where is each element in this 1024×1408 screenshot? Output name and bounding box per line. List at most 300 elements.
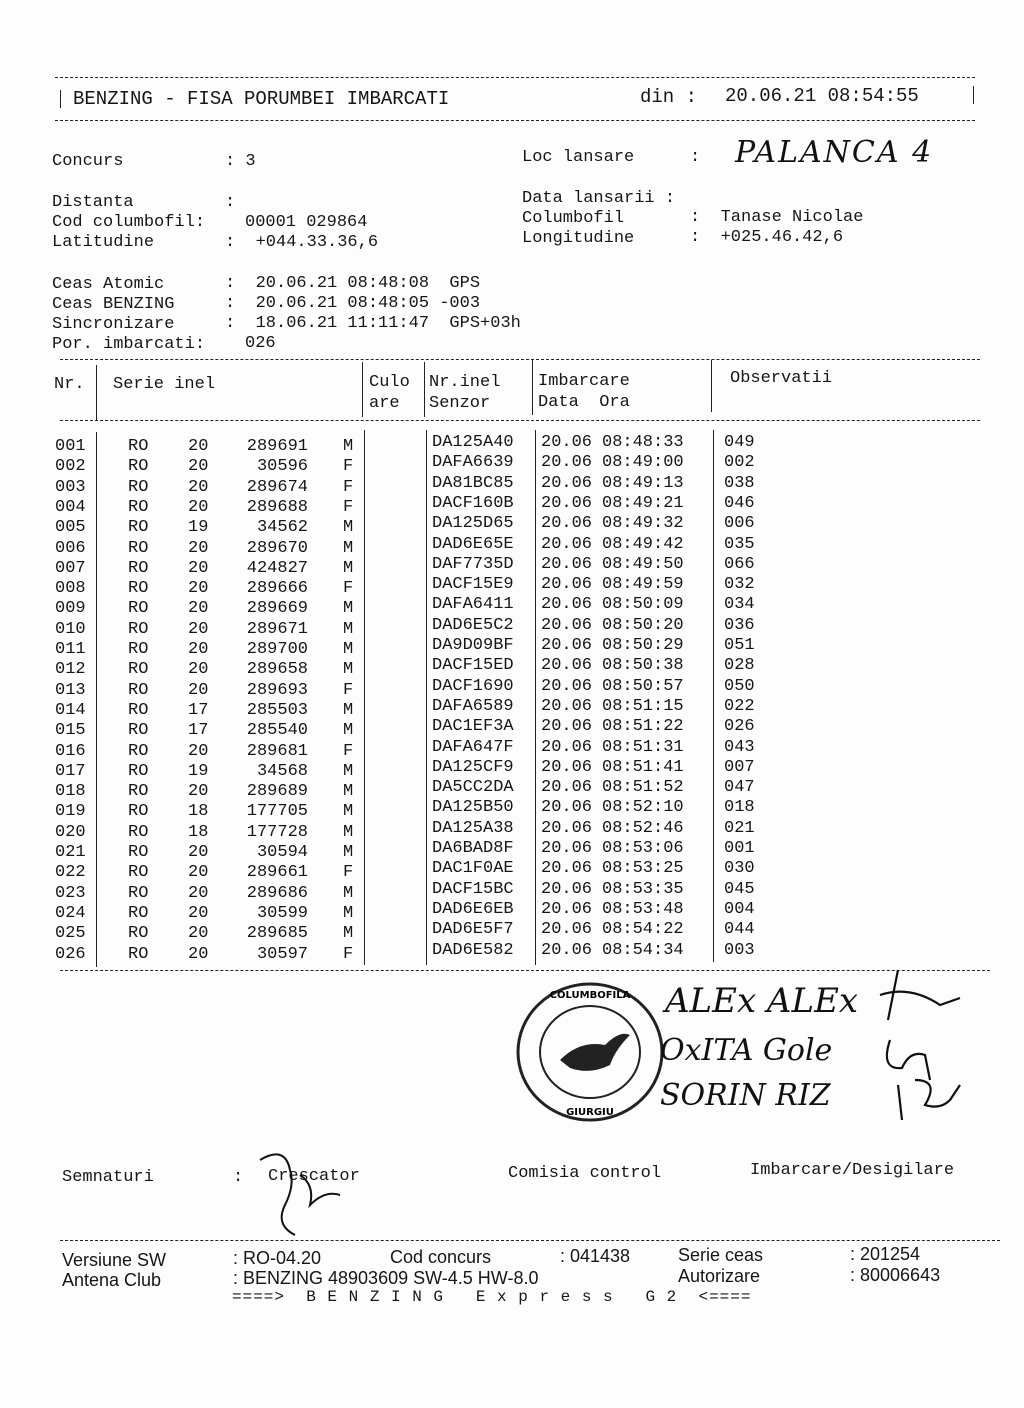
cell-ring-number: 289689 bbox=[246, 782, 308, 802]
table-top-rule bbox=[60, 359, 980, 360]
cell-ring-number: 177728 bbox=[246, 822, 308, 842]
col-header-culoare-2: are bbox=[369, 394, 400, 413]
cell-sensor-ring: DA125A38 bbox=[432, 818, 514, 838]
cell-sex: F bbox=[343, 944, 354, 964]
cell-ring-number: 289686 bbox=[246, 883, 308, 903]
cell-country: RO bbox=[128, 802, 149, 822]
cell-sensor-ring: DAFA6589 bbox=[432, 696, 514, 716]
semnaturi-label: Semnaturi bbox=[62, 1168, 154, 1187]
cell-date: 20.06 bbox=[541, 656, 593, 676]
benzing-express-banner: ====> B E N Z I N G E x p r e s s G 2 <==== bbox=[232, 1288, 752, 1306]
cell-year: 18 bbox=[188, 802, 209, 822]
din-label: din : bbox=[640, 86, 698, 108]
cell-year: 20 bbox=[188, 579, 209, 599]
cell-observatii: 036 bbox=[724, 615, 755, 635]
cell-year: 19 bbox=[188, 761, 209, 781]
cell-date: 20.06 bbox=[541, 696, 593, 716]
concurs-value: : 3 bbox=[225, 152, 256, 171]
cell-sex: M bbox=[343, 822, 354, 842]
cell-nr: 025 bbox=[55, 924, 86, 944]
loc-lansare-sep: : bbox=[690, 148, 701, 167]
cell-observatii: 044 bbox=[724, 920, 755, 940]
cell-nr: 026 bbox=[55, 944, 86, 964]
cell-sex: F bbox=[343, 680, 354, 700]
header-right-border bbox=[973, 86, 974, 104]
cell-date: 20.06 bbox=[541, 636, 593, 655]
cell-date: 20.06 bbox=[541, 433, 593, 452]
cell-country: RO bbox=[128, 843, 149, 862]
antena-club-label: Antena Club bbox=[62, 1270, 162, 1290]
cell-sex: M bbox=[343, 802, 354, 822]
cell-date: 20.06 bbox=[541, 737, 593, 757]
cell-observatii: 050 bbox=[724, 676, 755, 696]
sincronizare-label: Sincronizare bbox=[52, 315, 175, 334]
svg-text:COLUMBOFILA: COLUMBOFILA bbox=[549, 990, 631, 1001]
svg-text:GIURGIU: GIURGIU bbox=[566, 1107, 614, 1118]
cell-ring-number: 285503 bbox=[246, 700, 308, 720]
footer-rule bbox=[60, 1240, 1000, 1241]
serie-ceas-value: : 201254 bbox=[850, 1244, 921, 1264]
cell-country: RO bbox=[128, 619, 149, 639]
cell-country: RO bbox=[128, 700, 149, 720]
cell-country: RO bbox=[128, 518, 149, 538]
concurs-label: Concurs bbox=[52, 152, 124, 171]
cod-concurs-value: : 041438 bbox=[560, 1246, 631, 1266]
cell-country: RO bbox=[128, 782, 149, 802]
latitudine-label: Latitudine bbox=[52, 233, 155, 252]
cell-date: 20.06 bbox=[541, 798, 593, 818]
cell-sex: F bbox=[343, 863, 354, 883]
cell-year: 20 bbox=[188, 538, 209, 558]
cell-year: 20 bbox=[188, 741, 209, 761]
cell-year: 20 bbox=[188, 843, 209, 862]
cell-observatii: 001 bbox=[724, 839, 755, 858]
cell-nr: 022 bbox=[55, 863, 86, 883]
cell-sex: M bbox=[343, 619, 354, 639]
cell-year: 20 bbox=[188, 619, 209, 639]
header-col-divider bbox=[532, 360, 533, 415]
cod-concurs-label: Cod concurs bbox=[390, 1247, 492, 1267]
porumbei-imbarcati-label: Por. imbarcati: bbox=[52, 335, 206, 354]
cell-date: 20.06 bbox=[541, 940, 593, 960]
cell-nr: 020 bbox=[55, 822, 86, 842]
cell-country: RO bbox=[128, 741, 149, 761]
cell-nr: 009 bbox=[55, 599, 86, 619]
cell-date: 20.06 bbox=[541, 818, 593, 838]
cell-sensor-ring: DAC1EF3A bbox=[432, 717, 514, 737]
cell-date: 20.06 bbox=[541, 839, 593, 858]
cell-nr: 012 bbox=[55, 660, 86, 680]
loc-lansare-label: Loc lansare bbox=[522, 148, 635, 167]
cell-date: 20.06 bbox=[541, 534, 593, 554]
body-col-divider bbox=[535, 430, 536, 965]
col-header-senzor: Senzor bbox=[429, 394, 491, 413]
ceas-atomic-value: : 20.06.21 08:48:08 GPS bbox=[225, 274, 481, 293]
cell-sex: M bbox=[343, 518, 354, 538]
cell-sex: M bbox=[343, 721, 354, 741]
cell-year: 20 bbox=[188, 863, 209, 883]
cell-sensor-ring: DA6BAD8F bbox=[432, 839, 514, 858]
cell-nr: 007 bbox=[55, 558, 86, 578]
longitudine-value: : +025.46.42,6 bbox=[690, 228, 844, 247]
cell-observatii: 030 bbox=[724, 859, 755, 879]
cell-country: RO bbox=[128, 640, 149, 659]
cell-date: 20.06 bbox=[541, 514, 593, 534]
cell-date: 20.06 bbox=[541, 717, 593, 737]
cell-time: 08:53:06 bbox=[602, 839, 684, 858]
cell-observatii: 049 bbox=[724, 433, 755, 452]
cell-time: 08:49:50 bbox=[602, 554, 684, 574]
cell-observatii: 003 bbox=[724, 940, 755, 960]
comisia-control-label: Comisia control bbox=[508, 1164, 662, 1183]
cell-observatii: 047 bbox=[724, 778, 755, 798]
cell-observatii: 021 bbox=[724, 818, 755, 838]
cell-year: 20 bbox=[188, 660, 209, 680]
cell-time: 08:51:31 bbox=[602, 737, 684, 757]
cell-time: 08:50:57 bbox=[602, 676, 684, 696]
porumbei-imbarcati-value: 026 bbox=[245, 334, 276, 353]
header-top-rule bbox=[55, 77, 975, 78]
cod-columbofil-value: 00001 029864 bbox=[245, 213, 368, 232]
cell-year: 20 bbox=[188, 599, 209, 619]
cell-observatii: 066 bbox=[724, 554, 755, 574]
svg-text:OxITA Gole: OxITA Gole bbox=[660, 1033, 833, 1068]
cell-year: 20 bbox=[188, 680, 209, 700]
cell-date: 20.06 bbox=[541, 453, 593, 473]
cell-ring-number: 289658 bbox=[246, 660, 308, 680]
cell-year: 20 bbox=[188, 437, 209, 456]
cell-observatii: 002 bbox=[724, 453, 755, 473]
serie-ceas-label: Serie ceas bbox=[678, 1245, 764, 1265]
autorizare-value: : 80006643 bbox=[850, 1265, 941, 1285]
cell-year: 17 bbox=[188, 700, 209, 720]
cell-year: 20 bbox=[188, 883, 209, 903]
cell-nr: 015 bbox=[55, 721, 86, 741]
cell-ring-number: 30594 bbox=[256, 843, 308, 862]
cell-country: RO bbox=[128, 497, 149, 517]
cell-country: RO bbox=[128, 437, 149, 456]
sincronizare-value: : 18.06.21 11:11:47 GPS+03h bbox=[225, 314, 521, 333]
cell-ring-number: 289671 bbox=[246, 619, 308, 639]
header-col-divider bbox=[362, 362, 363, 417]
cell-nr: 011 bbox=[55, 640, 86, 659]
header-col-divider bbox=[96, 365, 97, 420]
cell-sensor-ring: DAC1F0AE bbox=[432, 859, 514, 879]
cell-ring-number: 289669 bbox=[246, 599, 308, 619]
columbofil-value: : Tanase Nicolae bbox=[690, 208, 864, 227]
cell-nr: 004 bbox=[55, 497, 86, 517]
cell-year: 20 bbox=[188, 640, 209, 659]
cell-ring-number: 289670 bbox=[246, 538, 308, 558]
cell-date: 20.06 bbox=[541, 676, 593, 696]
cell-ring-number: 177705 bbox=[246, 802, 308, 822]
cell-sensor-ring: DA125D65 bbox=[432, 514, 514, 534]
cell-time: 08:49:42 bbox=[602, 534, 684, 554]
cell-nr: 023 bbox=[55, 883, 86, 903]
handwritten-signatures bbox=[640, 960, 980, 1130]
cell-sex: M bbox=[343, 843, 354, 862]
cell-country: RO bbox=[128, 903, 149, 923]
cell-date: 20.06 bbox=[541, 859, 593, 879]
cell-ring-number: 289685 bbox=[246, 924, 308, 944]
cell-sensor-ring: DA5CC2DA bbox=[432, 778, 514, 798]
body-col-divider bbox=[96, 432, 97, 967]
cell-ring-number: 30597 bbox=[256, 944, 308, 964]
cell-observatii: 028 bbox=[724, 656, 755, 676]
cell-sex: M bbox=[343, 924, 354, 944]
cell-observatii: 007 bbox=[724, 757, 755, 777]
cell-nr: 005 bbox=[55, 518, 86, 538]
cell-sex: M bbox=[343, 640, 354, 659]
cell-observatii: 046 bbox=[724, 493, 755, 513]
col-header-serie-inel: Serie inel bbox=[113, 375, 216, 394]
cell-time: 08:50:29 bbox=[602, 636, 684, 655]
col-header-data-ora: Data Ora bbox=[538, 393, 630, 412]
cell-country: RO bbox=[128, 924, 149, 944]
cell-observatii: 045 bbox=[724, 879, 755, 899]
cell-date: 20.06 bbox=[541, 757, 593, 777]
cell-sensor-ring: DACF160B bbox=[432, 493, 514, 513]
table-header-rule bbox=[60, 420, 980, 421]
header-col-divider bbox=[711, 360, 712, 412]
cell-ring-number: 34568 bbox=[256, 761, 308, 781]
cell-year: 20 bbox=[188, 497, 209, 517]
versiune-sw-value: : RO-04.20 bbox=[233, 1248, 322, 1268]
cell-year: 20 bbox=[188, 944, 209, 964]
cell-date: 20.06 bbox=[541, 493, 593, 513]
crescator-label: Crescator bbox=[268, 1167, 360, 1186]
cell-nr: 003 bbox=[55, 477, 86, 497]
cell-country: RO bbox=[128, 538, 149, 558]
cell-sex: F bbox=[343, 457, 354, 477]
distanta-value: : bbox=[225, 193, 236, 212]
antena-club-value: : BENZING 48903609 SW-4.5 HW-8.0 bbox=[233, 1268, 539, 1288]
cell-ring-number: 285540 bbox=[246, 721, 308, 741]
cell-nr: 008 bbox=[55, 579, 86, 599]
cell-observatii: 022 bbox=[724, 696, 755, 716]
cell-country: RO bbox=[128, 863, 149, 883]
cell-country: RO bbox=[128, 883, 149, 903]
cell-nr: 019 bbox=[55, 802, 86, 822]
cell-date: 20.06 bbox=[541, 920, 593, 940]
col-header-imbarcare: Imbarcare bbox=[538, 372, 630, 391]
cell-time: 08:48:33 bbox=[602, 433, 684, 452]
cell-ring-number: 289674 bbox=[246, 477, 308, 497]
cell-observatii: 051 bbox=[724, 636, 755, 655]
cell-time: 08:51:41 bbox=[602, 757, 684, 777]
cell-sex: M bbox=[343, 782, 354, 802]
cell-observatii: 004 bbox=[724, 899, 755, 919]
cell-observatii: 032 bbox=[724, 575, 755, 595]
cell-sensor-ring: DA9D09BF bbox=[432, 636, 514, 655]
cell-sensor-ring: DA125A40 bbox=[432, 433, 514, 452]
col-header-culoare-1: Culo bbox=[369, 373, 410, 392]
cell-sensor-ring: DAD6E65E bbox=[432, 534, 514, 554]
ceas-benzing-label: Ceas BENZING bbox=[52, 295, 175, 314]
cell-time: 08:51:15 bbox=[602, 696, 684, 716]
cell-sex: M bbox=[343, 660, 354, 680]
columbofil-label: Columbofil bbox=[522, 209, 625, 228]
cell-sex: M bbox=[343, 883, 354, 903]
crescator-signature bbox=[255, 1145, 365, 1245]
cell-time: 08:51:52 bbox=[602, 778, 684, 798]
cell-year: 20 bbox=[188, 924, 209, 944]
cell-time: 08:53:48 bbox=[602, 899, 684, 919]
cell-sensor-ring: DAD6E6EB bbox=[432, 899, 514, 919]
ceas-benzing-value: : 20.06.21 08:48:05 -003 bbox=[225, 294, 481, 313]
cell-date: 20.06 bbox=[541, 554, 593, 574]
cell-nr: 018 bbox=[55, 782, 86, 802]
cell-country: RO bbox=[128, 680, 149, 700]
cell-observatii: 035 bbox=[724, 534, 755, 554]
cell-sensor-ring: DAFA647F bbox=[432, 737, 514, 757]
cell-time: 08:54:22 bbox=[602, 920, 684, 940]
col-header-nr: Nr. bbox=[54, 375, 85, 394]
din-value: 20.06.21 08:54:55 bbox=[725, 85, 919, 107]
data-lansarii-label: Data lansarii : bbox=[522, 189, 676, 208]
distanta-label: Distanta bbox=[52, 193, 134, 212]
cell-sex: F bbox=[343, 579, 354, 599]
cell-date: 20.06 bbox=[541, 595, 593, 615]
autorizare-label: Autorizare bbox=[678, 1266, 761, 1286]
cell-sex: M bbox=[343, 558, 354, 578]
cell-sex: F bbox=[343, 741, 354, 761]
document-title: BENZING - FISA PORUMBEI IMBARCATI bbox=[73, 88, 450, 110]
cell-date: 20.06 bbox=[541, 575, 593, 595]
header-bottom-rule bbox=[55, 120, 975, 121]
cell-nr: 013 bbox=[55, 680, 86, 700]
cell-country: RO bbox=[128, 944, 149, 964]
cod-columbofil-label: Cod columbofil: bbox=[52, 213, 206, 232]
cell-time: 08:52:10 bbox=[602, 798, 684, 818]
cell-time: 08:49:21 bbox=[602, 493, 684, 513]
cell-sex: F bbox=[343, 477, 354, 497]
cell-time: 08:53:35 bbox=[602, 879, 684, 899]
header-left-border bbox=[60, 90, 61, 108]
cell-sex: M bbox=[343, 903, 354, 923]
cell-year: 20 bbox=[188, 782, 209, 802]
cell-date: 20.06 bbox=[541, 899, 593, 919]
cell-observatii: 026 bbox=[724, 717, 755, 737]
cell-time: 08:50:09 bbox=[602, 595, 684, 615]
cell-observatii: 006 bbox=[724, 514, 755, 534]
imbarcare-desigilare-label: Imbarcare/Desigilare bbox=[750, 1161, 955, 1180]
body-col-divider bbox=[364, 430, 365, 965]
cell-ring-number: 289693 bbox=[246, 680, 308, 700]
cell-sensor-ring: DA125CF9 bbox=[432, 757, 514, 777]
cell-sex: M bbox=[343, 538, 354, 558]
cell-year: 17 bbox=[188, 721, 209, 741]
cell-year: 20 bbox=[188, 457, 209, 477]
cell-time: 08:54:34 bbox=[602, 940, 684, 960]
cell-country: RO bbox=[128, 477, 149, 497]
cell-sensor-ring: DACF15BC bbox=[432, 879, 514, 899]
cell-year: 20 bbox=[188, 477, 209, 497]
cell-sensor-ring: DA81BC85 bbox=[432, 473, 514, 493]
cell-sensor-ring: DAFA6639 bbox=[432, 453, 514, 473]
cell-sensor-ring: DAF7735D bbox=[432, 554, 514, 574]
cell-country: RO bbox=[128, 579, 149, 599]
cell-sensor-ring: DAD6E5F7 bbox=[432, 920, 514, 940]
cell-ring-number: 289700 bbox=[246, 640, 308, 659]
loc-lansare-handwritten: PALANCA 4 bbox=[735, 135, 934, 170]
cell-ring-number: 34562 bbox=[256, 518, 308, 538]
cell-nr: 006 bbox=[55, 538, 86, 558]
cell-country: RO bbox=[128, 558, 149, 578]
cell-ring-number: 424827 bbox=[246, 558, 308, 578]
cell-ring-number: 30596 bbox=[256, 457, 308, 477]
cell-country: RO bbox=[128, 822, 149, 842]
cell-ring-number: 289666 bbox=[246, 579, 308, 599]
cell-country: RO bbox=[128, 721, 149, 741]
cell-date: 20.06 bbox=[541, 879, 593, 899]
cell-sex: F bbox=[343, 497, 354, 517]
cell-sensor-ring: DAD6E5C2 bbox=[432, 615, 514, 635]
cell-sex: M bbox=[343, 761, 354, 781]
cell-time: 08:49:59 bbox=[602, 575, 684, 595]
cell-nr: 024 bbox=[55, 903, 86, 923]
cell-date: 20.06 bbox=[541, 473, 593, 493]
cell-time: 08:51:22 bbox=[602, 717, 684, 737]
cell-year: 20 bbox=[188, 903, 209, 923]
cell-country: RO bbox=[128, 599, 149, 619]
cell-nr: 021 bbox=[55, 843, 86, 862]
cell-country: RO bbox=[128, 761, 149, 781]
header-col-divider bbox=[424, 362, 425, 417]
latitudine-value: : +044.33.36,6 bbox=[225, 233, 379, 252]
cell-sensor-ring: DAD6E582 bbox=[432, 940, 514, 960]
cell-country: RO bbox=[128, 457, 149, 477]
svg-text:ALEx ALEx: ALEx ALEx bbox=[665, 981, 859, 1021]
cell-nr: 010 bbox=[55, 619, 86, 639]
cell-sensor-ring: DACF15E9 bbox=[432, 575, 514, 595]
longitudine-label: Longitudine bbox=[522, 229, 635, 248]
cell-ring-number: 289691 bbox=[246, 437, 308, 456]
cell-time: 08:50:38 bbox=[602, 656, 684, 676]
cell-observatii: 018 bbox=[724, 798, 755, 818]
cell-year: 20 bbox=[188, 558, 209, 578]
cell-year: 18 bbox=[188, 822, 209, 842]
cell-nr: 017 bbox=[55, 761, 86, 781]
cell-observatii: 043 bbox=[724, 737, 755, 757]
cell-time: 08:50:20 bbox=[602, 615, 684, 635]
cell-sex: M bbox=[343, 437, 354, 456]
body-col-divider bbox=[713, 430, 714, 962]
cell-ring-number: 289661 bbox=[246, 863, 308, 883]
svg-text:SORIN RIZ: SORIN RIZ bbox=[660, 1078, 831, 1113]
cell-nr: 001 bbox=[55, 437, 86, 456]
col-header-nr-inel: Nr.inel bbox=[429, 373, 501, 392]
ceas-atomic-label: Ceas Atomic bbox=[52, 275, 165, 294]
cell-observatii: 038 bbox=[724, 473, 755, 493]
cell-time: 08:49:32 bbox=[602, 514, 684, 534]
cell-time: 08:52:46 bbox=[602, 818, 684, 838]
cell-nr: 002 bbox=[55, 457, 86, 477]
cell-time: 08:53:25 bbox=[602, 859, 684, 879]
cell-sex: M bbox=[343, 700, 354, 720]
cell-observatii: 034 bbox=[724, 595, 755, 615]
cell-date: 20.06 bbox=[541, 778, 593, 798]
cell-sex: M bbox=[343, 599, 354, 619]
col-header-observatii: Observatii bbox=[730, 369, 833, 388]
cell-nr: 014 bbox=[55, 700, 86, 720]
versiune-sw-label: Versiune SW bbox=[62, 1250, 167, 1270]
cell-time: 08:49:00 bbox=[602, 453, 684, 473]
cell-country: RO bbox=[128, 660, 149, 680]
cell-sensor-ring: DACF15ED bbox=[432, 656, 514, 676]
cell-sensor-ring: DACF1690 bbox=[432, 676, 514, 696]
cell-ring-number: 289681 bbox=[246, 741, 308, 761]
